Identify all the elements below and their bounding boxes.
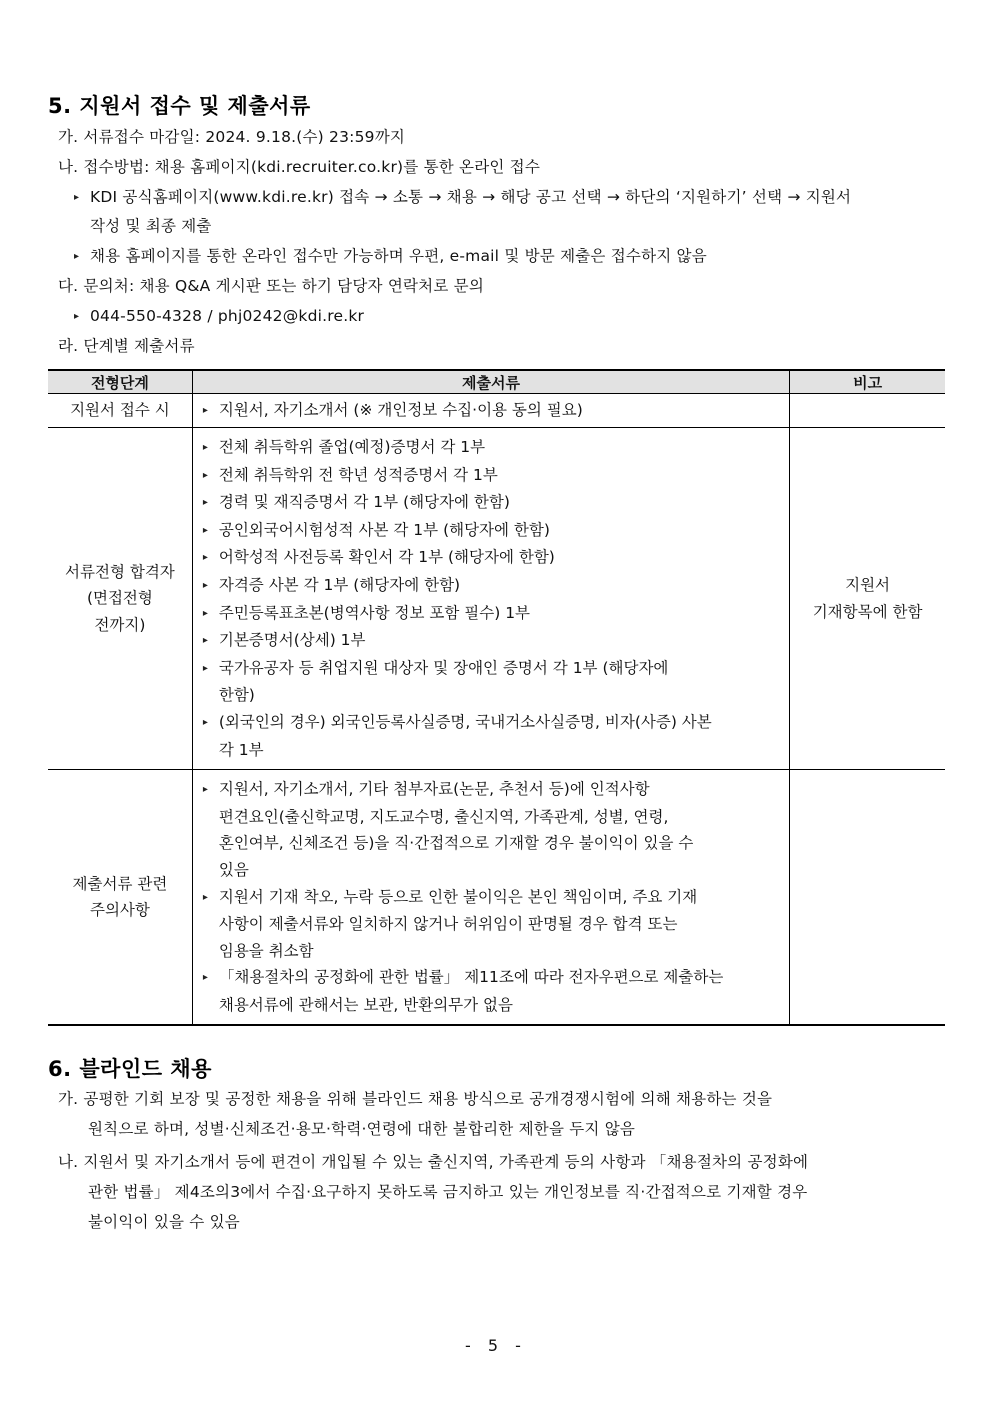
method-bullet-2: ▸ 채용 홈페이지를 통한 온라인 접수만 가능하며 우편, e-mail 및 방문 제출은 접수하지 않음 — [74, 246, 707, 267]
list-item: ▸ 전체 취득학위 졸업(예정)증명서 각 1부 — [203, 434, 789, 462]
table-row — [48, 770, 945, 1026]
section-5-title: 5. 지원서 접수 및 제출서류 — [48, 94, 311, 118]
stage-cell: 제출서류 관련 주의사항 — [48, 770, 192, 1026]
header-stage: 전형단계 — [48, 370, 192, 394]
contact-bullet: ▸ 044-550-4328 / phj0242@kdi.re.kr — [74, 306, 364, 327]
header-note: 비고 — [790, 370, 945, 394]
list-item: ▸ 지원서, 자기소개서, 기타 첨부자료(논문, 추천서 등)에 인적사항 편견요인(출신학교명, 지도교수명, 출신지역, 가족관계, 성별, 연령, 혼인여부, 신체조건 등)을 직·간접적으로 기재할 경우 불이익이 있을 수 있음 — [203, 776, 789, 883]
note-cell — [790, 770, 945, 1026]
note-cell — [790, 394, 945, 428]
list-item: ▸ 경력 및 재직증명서 각 1부 (해당자에 한함) — [203, 489, 789, 517]
list-item: ▸ 어학성적 사전등록 확인서 각 1부 (해당자에 한함) — [203, 544, 789, 572]
stage-docs-heading: 라. 단계별 제출서류 — [58, 337, 195, 355]
table-header-row — [48, 370, 945, 394]
contact-text: 다. 문의처: 채용 Q&A 게시판 또는 하기 담당자 연락처로 문의 — [58, 277, 484, 295]
list-item: ▸ (외국인의 경우) 외국인등록사실증명, 국내거소사실증명, 비자(사증) 사본 각 1부 — [203, 709, 789, 763]
list-item: ▸ 지원서, 자기소개서 (※ 개인정보 수집·이용 동의 필요) — [203, 397, 789, 425]
list-item: ▸ 국가유공자 등 취업지원 대상자 및 장애인 증명서 각 1부 (해당자에 한함) — [203, 655, 789, 709]
documents-cell — [192, 428, 789, 770]
documents-cell — [192, 394, 789, 428]
list-item: ▸ 기본증명서(상세) 1부 — [203, 627, 789, 655]
deadline-text: 가. 서류접수 마감일: 2024. 9.18.(수) 23:59까지 — [58, 128, 406, 146]
stage-cell: 서류전형 합격자 (면접전형 전까지) — [48, 428, 192, 770]
table-row — [48, 428, 945, 770]
blind-ga-line-2: 원칙으로 하며, 성별·신체조건·용모·학력·연령에 대한 불합리한 제한을 두지 않음 — [88, 1120, 636, 1138]
table-row — [48, 394, 945, 428]
blind-na-line-3: 불이익이 있을 수 있음 — [88, 1213, 240, 1231]
method-bullet-1-cont: 작성 및 최종 제출 — [90, 217, 212, 235]
header-documents: 제출서류 — [192, 370, 789, 394]
method-text: 나. 접수방법: 채용 홈페이지(kdi.recruiter.co.kr)를 통한 온라인 접수 — [58, 158, 541, 176]
blind-na-line-1: 나. 지원서 및 자기소개서 등에 편견이 개입될 수 있는 출신지역, 가족관계 등의 사항과 「채용절차의 공정화에 — [58, 1153, 809, 1171]
method-bullet-1: ▸ KDI 공식홈페이지(www.kdi.re.kr) 접속 → 소통 → 채용 → 해당 공고 선택 → 하단의 ‘지원하기’ 선택 → 지원서 — [74, 187, 851, 208]
blind-na-line-2: 관한 법률」 제4조의3에서 수집·요구하지 못하도록 금지하고 있는 개인정보를 직·간접적으로 기재할 경우 — [88, 1183, 808, 1201]
page-number: - 5 - — [465, 1336, 527, 1355]
section-6-title: 6. 블라인드 채용 — [48, 1057, 212, 1081]
stage-cell: 지원서 접수 시 — [48, 394, 192, 428]
list-item: ▸ 지원서 기재 착오, 누락 등으로 인한 불이익은 본인 책임이며, 주요 기재 사항이 제출서류와 일치하지 않거나 허위임이 판명될 경우 합격 또는 임용을 취소함 — [203, 884, 789, 965]
list-item: ▸ 공인외국어시험성적 사본 각 1부 (해당자에 한함) — [203, 517, 789, 545]
list-item: ▸ 「채용절차의 공정화에 관한 법률」 제11조에 따라 전자우편으로 제출하는 채용서류에 관해서는 보관, 반환의무가 없음 — [203, 964, 789, 1018]
blind-ga-line-1: 가. 공평한 기회 보장 및 공정한 채용을 위해 블라인드 채용 방식으로 공개경쟁시험에 의해 채용하는 것을 — [58, 1090, 773, 1108]
documents-table — [48, 369, 945, 1026]
note-cell: 지원서 기재항목에 한함 — [790, 428, 945, 770]
list-item: ▸ 주민등록표초본(병역사항 정보 포함 필수) 1부 — [203, 600, 789, 628]
list-item: ▸ 전체 취득학위 전 학년 성적증명서 각 1부 — [203, 462, 789, 490]
documents-cell — [192, 770, 789, 1026]
list-item: ▸ 자격증 사본 각 1부 (해당자에 한함) — [203, 572, 789, 600]
